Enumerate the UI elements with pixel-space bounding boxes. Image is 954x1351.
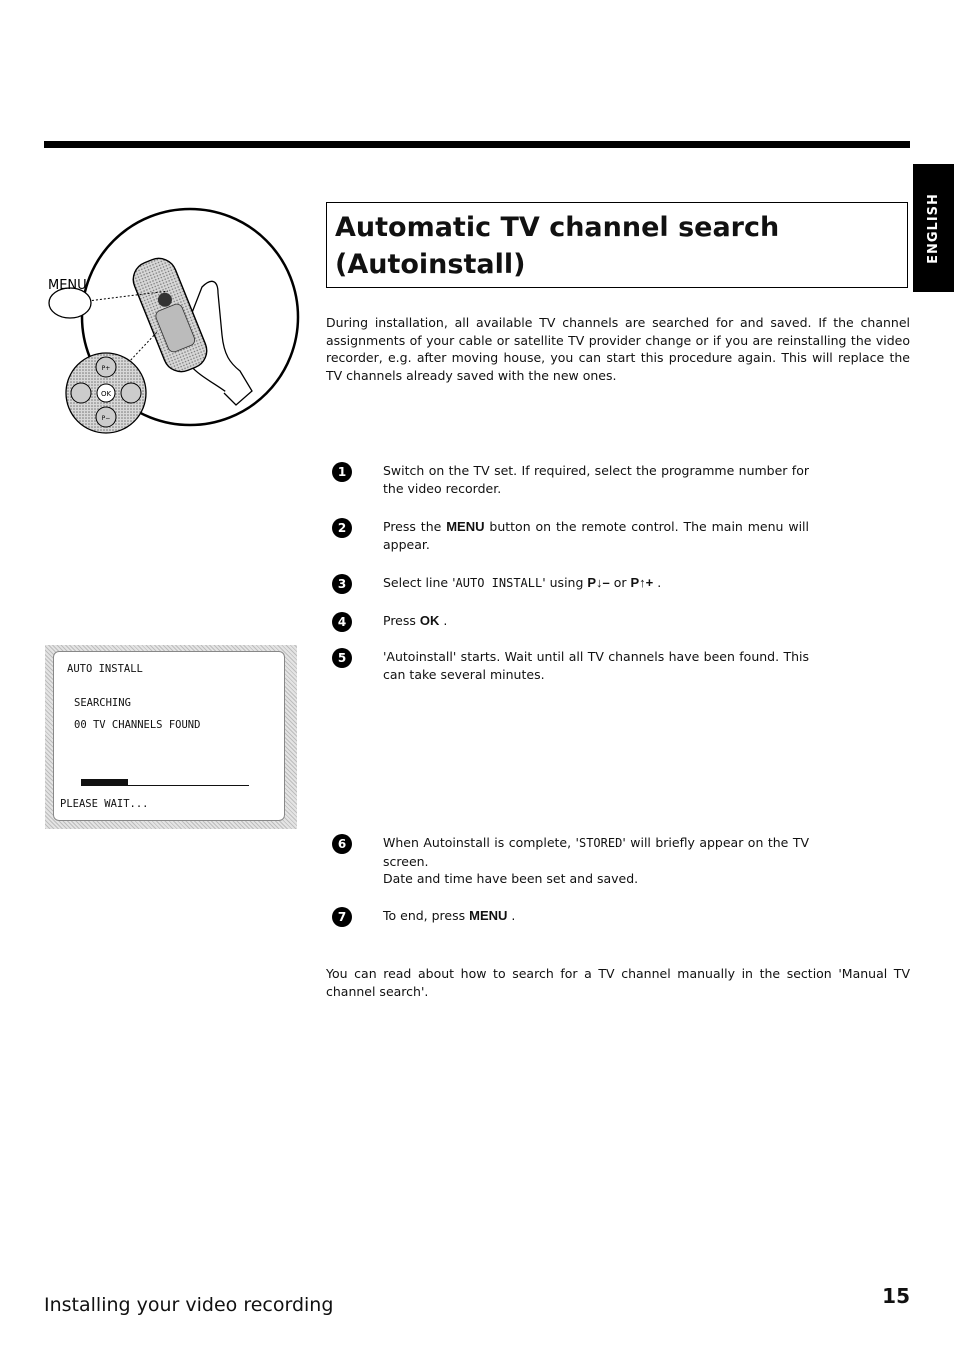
svg-text:P+: P+ <box>101 365 111 372</box>
ok-key: OK <box>419 613 440 628</box>
page-title: Automatic TV channel search (Autoinstall) <box>335 212 780 280</box>
tv-channel-count: 00 TV CHANNELS FOUND <box>74 719 201 731</box>
search-progress-fill <box>81 779 128 785</box>
outro-paragraph: You can read about how to search for a TV channel manually in the section 'Manual TV channel search'. <box>326 966 910 999</box>
step-number: 3 <box>332 574 352 594</box>
step-number: 5 <box>332 648 352 668</box>
step-number: 1 <box>332 462 352 482</box>
title-box <box>326 202 908 288</box>
page-number: 15 <box>882 1284 910 1308</box>
step-text: Press the MENU button on the remote control. The main menu will appear. <box>383 519 810 552</box>
tv-screen <box>53 651 285 821</box>
search-progress-bar <box>81 779 249 786</box>
step-text: Select line 'AUTO INSTALL' using P↓– or P↑+ . <box>383 575 662 590</box>
menu-label: MENU <box>48 278 87 293</box>
step-text: When Autoinstall is complete, 'STORED' will briefly appear on the TV screen. Date and time have been set and saved. <box>383 835 810 886</box>
footer-section-title: Installing your video recording <box>44 1294 334 1316</box>
step-text: Press OK . <box>383 613 448 628</box>
step-text: 'Autoinstall' starts. Wait until all TV channels have been found. This can take several minutes. <box>383 649 809 682</box>
remote-control-illustration <box>40 195 305 440</box>
intro-paragraph: During installation, all available TV channels are searched for and saved. If the channel assignments of your cable or satellite TV provider change or if you are reinstalling the video recorder, e.g. after moving house, you can start this procedure again. This will replace the TV channels already saved with the new ones. <box>326 315 910 383</box>
top-rule <box>44 141 910 148</box>
svg-text:P−: P− <box>101 415 111 422</box>
tv-screen-illustration <box>45 645 297 829</box>
step-number: 6 <box>332 834 352 854</box>
step-text: Switch on the TV set. If required, select the programme number for the video recorder. <box>383 463 809 496</box>
step-number: 2 <box>332 518 352 538</box>
p-up-key: P↑+ <box>630 575 654 590</box>
navigation-pad-icon <box>66 353 146 433</box>
svg-text:OK: OK <box>100 390 112 398</box>
step-text: To end, press MENU . <box>383 908 516 923</box>
menu-key: MENU <box>446 519 485 534</box>
step-number: 7 <box>332 907 352 927</box>
tv-status: SEARCHING <box>74 697 131 709</box>
language-tab <box>913 164 954 292</box>
tv-menu-title: AUTO INSTALL <box>67 663 143 675</box>
menu-key: MENU <box>469 908 508 923</box>
step-number: 4 <box>332 612 352 632</box>
p-down-key: P↓– <box>587 575 610 590</box>
tv-wait-message: PLEASE WAIT... <box>60 798 149 810</box>
language-tab-label: ENGLISH <box>926 192 942 264</box>
